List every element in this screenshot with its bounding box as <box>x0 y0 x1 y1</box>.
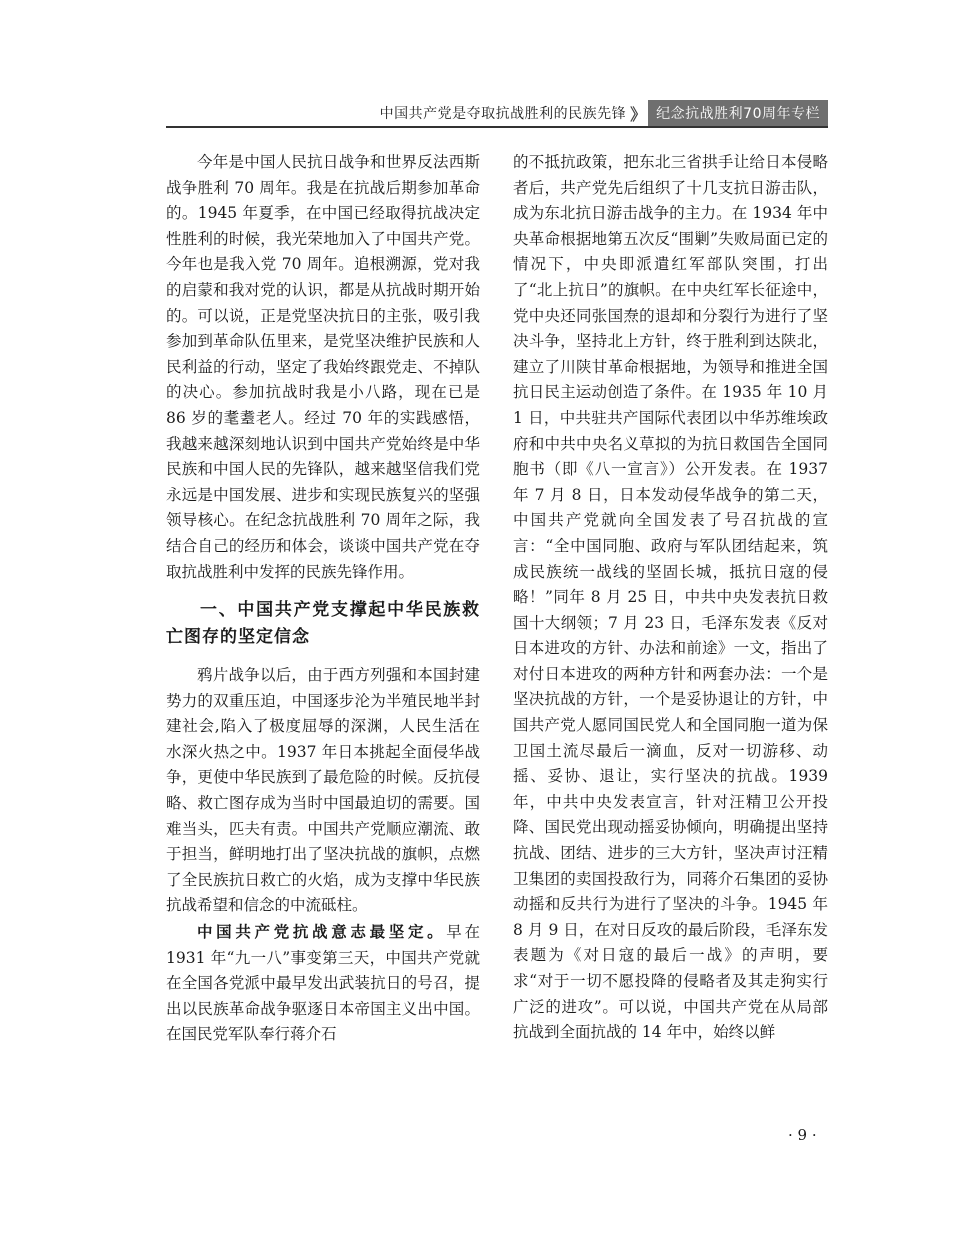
running-header <box>166 100 828 128</box>
intro-paragraph: 今年是中国人民抗日战争和世界反法西斯战争胜利 70 周年。我是在抗战后期参加革命的。1945 年夏季，在中国已经取得抗战决定性胜利的时候，我光荣地加入了中国共产党。今年也是我入党 70 周年。追根溯源，党对我的启蒙和我对党的认识，都是从抗战时期开始的。可以说，正是党坚决抗日的主张，吸引我参加到革命队伍里来，是党坚决维护民族和人民利益的行动，坚定了我始终跟党走、不掉队的决心。参加抗战时我是小八路，现在已是 86 岁的耄耋老人。经过 70 年的实践感悟，我越来越深刻地认识到中国共产党始终是中华民族和中国人民的先锋队，越来越坚信我们党永远是中国发展、进步和实现民族复兴的坚强领导核心。在纪念抗战胜利 70 周年之际，我结合自己的经历和体会，谈谈中国共产党在夺取抗战胜利中发挥的民族先锋作用。 <box>166 153 480 581</box>
right-column <box>513 150 828 1046</box>
body-paragraph-lead <box>166 919 480 1048</box>
body-paragraph-text: 早在 1931 年“九一八”事变第三天，中国共产党就在全国各党派中最早发出武装抗日的号召，提出以民族革命战争驱逐日本帝国主义出中国。在国民党军队奉行蒋介石 <box>166 923 480 1044</box>
continued-paragraph: 的不抵抗政策，把东北三省拱手让给日本侵略者后，共产党先后组织了十几支抗日游击队，成为东北抗日游击战争的主力。在 1934 年中央革命根据地第五次反“围剿”失败局面已定的情况下，中央即派遣红军部队突围，打出了“北上抗日”的旗帜。在中央红军长征途中，党中央还同张国焘的退却和分裂行为进行了坚决斗争，坚持北上方针，终于胜利到达陕北，建立了川陕甘革命根据地，为领导和推进全国抗日民主运动创造了条件。在 1935 年 10 月 1 日，中共驻共产国际代表团以中华苏维埃政府和中共中央名义草拟的为抗日救国告全国同胞书（即《八一宣言》）公开发表。在 1937 年 7 月 8 日，日本发动侵华战争的第二天，中国共产党就向全国发表了号召抗战的宣言：“全中国同胞、政府与军队团结起来，筑成民族统一战线的坚固长城，抵抗日寇的侵略！”同年 8 月 25 日，中共中央发表抗日救国十大纲领；7 月 23 日，毛泽东发表《反对日本进攻的方针、办法和前途》一文，指出了对付日本进攻的两种方针和两套办法：一个是坚决抗战的方针，一个是妥协退让的方针，中国共产党人愿同国民党人和全国同胞一道为保卫国土流尽最后一滴血，反对一切游移、动摇、妥协、退让，实行坚决的抗战。1939 年，中共中央发表宣言，针对汪精卫公开投降、国民党出现动摇妥协倾向，明确提出坚持抗战、团结、进步的三大方针，坚决声讨汪精卫集团的卖国投敌行为，同蒋介石集团的妥协动摇和反共行为进行了坚决的斗争。1945 年 8 月 9 日，在对日反攻的最后阶段，毛泽东发表题为《对日寇的最后一战》的声明，要求“对于一切不愿投降的侵略者及其走狗实行广泛的进攻”。可以说，中国共产党在从局部抗战到全面抗战的 14 年中，始终以鲜 <box>513 153 828 1042</box>
chevron-right-icon: 》 <box>630 104 647 124</box>
column-label: 纪念抗战胜利70周年专栏 <box>648 100 828 126</box>
page-number: · 9 · <box>788 1126 817 1144</box>
article-title: 中国共产党是夺取抗战胜利的民族先锋 <box>379 106 627 122</box>
section-heading: 一、中国共产党支撑起中华民族救亡图存的坚定信念 <box>166 600 480 648</box>
lead-phrase: 中国共产党抗战意志最坚定。 <box>197 922 447 942</box>
left-column <box>166 150 480 1048</box>
body-paragraph: 鸦片战争以后，由于西方列强和本国封建势力的双重压迫，中国逐步沦为半殖民地半封建社会,陷入了极度屈辱的深渊，人民生活在水深火热之中。1937 年日本挑起全面侵华战争，更使中华民族到了最危险的时候。反抗侵略、救亡图存成为当时中国最迫切的需要。国难当头，匹夫有责。中国共产党顺应潮流、敢于担当，鲜明地打出了坚决抗战的旗帜，点燃了全民族抗日救亡的火焰，成为支撑中华民族抗战希望和信念的中流砥柱。 <box>166 666 480 915</box>
